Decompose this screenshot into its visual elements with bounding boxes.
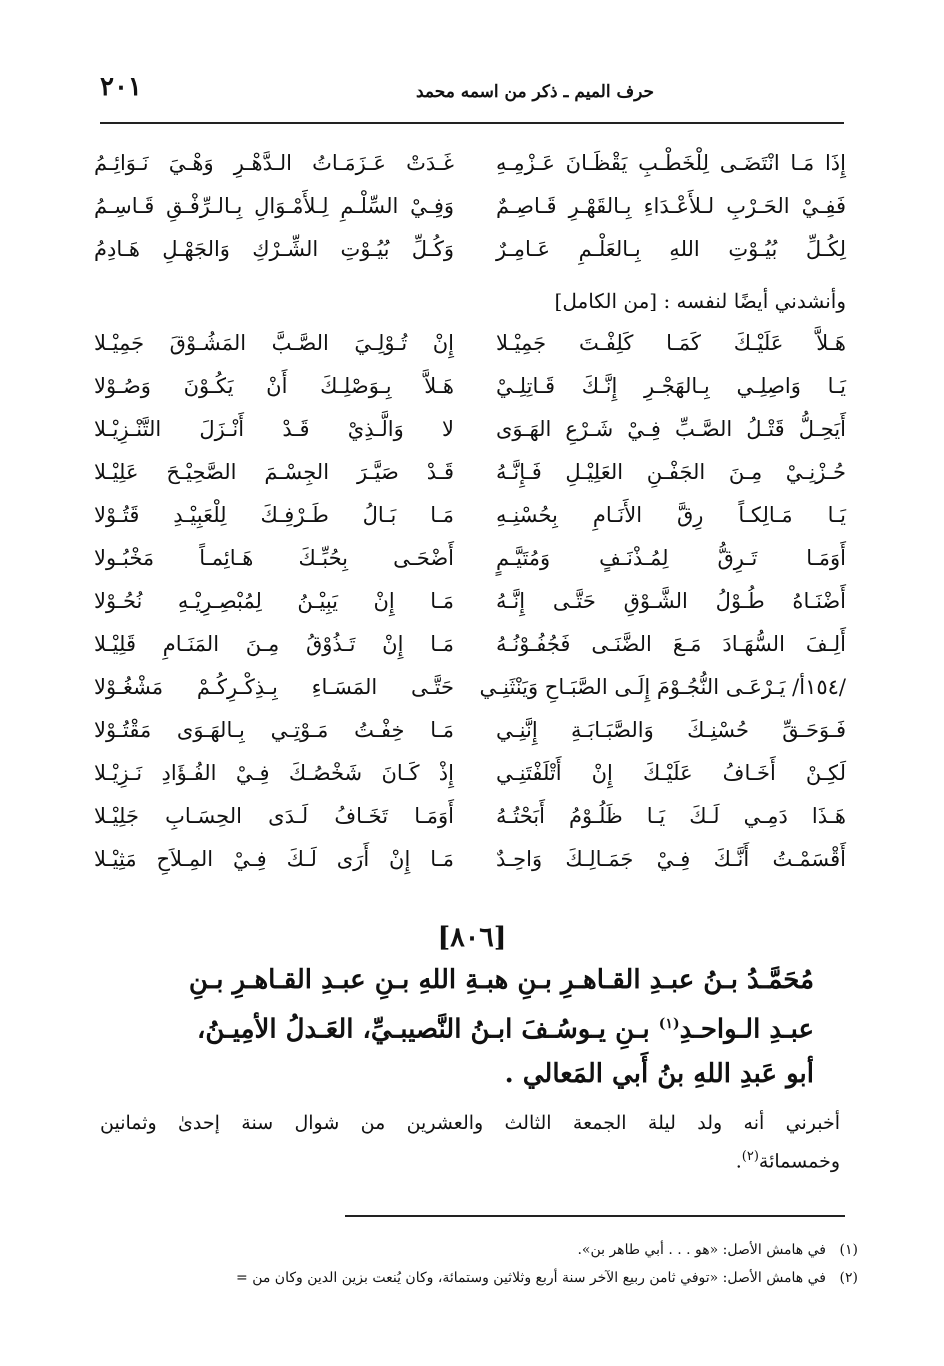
verse-line: هَـذَا دَمِـي لَـكَ يَـا ظَلُـوْمُ أَبَحْتُـهُ [496, 804, 846, 828]
bio-line: أخبرني أنه ولد ليلة الجمعة الثالث والعشرين من شوال سنة إحدىٰ وثمانين [100, 1112, 840, 1134]
verse-line: هَـلاَّ بِـوَصْلِـكَ أَنْ يَكُـوْنَ وَصُـوْلا [94, 374, 454, 398]
verse-line: أَضْنَـاهُ طُـوْلُ الشَّـوْقِ حَتَّـى إِنَّـهُ [496, 589, 846, 613]
verse-line: مَـا خِفْـتُ مَـوْتِـي بِـالهَـوَى مَقْتُـوْلا [94, 718, 454, 742]
verse-line: حَتَّـى المَسَـاءِ بِـذِكْـرِكُـمْ مَشْغُـوْلا [94, 675, 454, 699]
verse-line: قَـدْ صَيَّـرَ الجِسْـمَ الصَّحِيْـحَ عَلِيْـلا [94, 460, 454, 484]
verse-line: وَكُـلِّ بُيُـوْتِ الشِّـرْكِ وَالجَهْـلِ هَـادِمُ [94, 237, 454, 261]
footnote-ref: (١) [658, 1016, 680, 1032]
verse-line: لِكُـلِّ بُيُـوْتِ اللهِ بِـالعَلْـمِ عَـامِـرٌ [496, 237, 846, 261]
footnote [98, 1236, 858, 1264]
page-header [100, 72, 844, 112]
verse-line: أَوَمَـا تَـرِقُّ لِمُـذْنَـفٍ وَمُتَيَّـمٍ [496, 546, 846, 570]
footnote [98, 1264, 858, 1292]
verse-line: إِذْ كَـانَ شَخْصُـكَ فِـيْ الفُـؤَادِ نَـزِيْـلا [94, 761, 454, 785]
footnotes [98, 1236, 858, 1292]
entry-title-line: أبو عَبدِ اللهِ بنُ أَبي المَعالي . [504, 1058, 814, 1089]
verse-line: يَـا وَاصِلِـي بِـالهَجْـرِ إِنَّـكَ قَـاتِلِـيْ [496, 374, 846, 398]
entry-number: [٨٠٦] [437, 922, 507, 953]
verse-line: فَـوَحَـقِّ حُسْنِـكَ وَالصَّبَـابَـةِ إِنَّنِـي [496, 718, 846, 742]
verse-line: أَضْحَـى بِحُبِّـكَ هَـائِمـاً مَخْبُـولا [94, 546, 454, 570]
entry-title [154, 958, 814, 1096]
verse-line: إِذَا مَـا انْتَضَـى لِلْخَطْـبِ يَقْظَـانَ عَـزْمِـهِ [496, 151, 846, 175]
poem1-left-hemistichs [94, 142, 454, 271]
footnote-text: في هامش الأصل: «توفي ثامن ربيع الآخر سنة أربع وثلاثين وستمائة، وكان يُنعت بزين الدين وكان من = [236, 1270, 826, 1286]
poem2-right-hemistichs [479, 322, 846, 881]
verse-line: غَـدَتْ عَـزَمَـاتُ الـدَّهْـرِ وَهْـيَ نَـوَائِـمُ [94, 151, 454, 175]
bio-line: وخمسمائة$^{(٢)}$. [735, 1149, 840, 1173]
running-title: حرف الميم ـ ذكر من اسمه محمد [415, 82, 654, 102]
poem2-left-hemistichs [94, 322, 454, 881]
verse-line: لَكِـنْ أَخَـافُ عَلَيْـكَ إِنْ أَتْلَفْتَنِـي [496, 761, 846, 785]
verse-line: أَلِـفَ السُّهَـادَ مَـعَ الضَّنَـى فَجُفُـوْنُـهُ [496, 632, 846, 656]
poem1-right-hemistichs [496, 142, 846, 271]
verse-line: مَـا بَـالُ طَـرْفِـكَ لِلْعَبِيْـدِ قَتُـوْلا [94, 503, 454, 527]
verse-line: حُـزْنِـيْ مِـنَ الجَفْـنِ العَلِيْـلِ فَـإِنَّـهُ [496, 460, 846, 484]
verse-line: يَـا مَـالِكـاً رِقَّ الأَنَـامِ بِحُسْنِـهِ [496, 503, 846, 527]
entry-title-line: مُحَمَّـدُ بـنُ عبـدِ القـاهـرِ بـنِ هبـةِ اللهِ بـنِ عبـدِ القـاهـرِ بـنِ [188, 965, 814, 995]
verse-line: أَقْسَمْـتُ أَنَّـكَ فِـيْ جَمَـالِـكَ وَاحِـدٌ [496, 847, 846, 871]
verse-line: أَيَحِـلُّ قَتْـلُ الصَّـبِّ فِـيْ شَـرْعِ الهَـوَى [496, 417, 846, 441]
footnote-mark: (١) [839, 1242, 858, 1258]
footnote-text: في هامش الأصل: «هو . . . أبي طاهر بن». [577, 1242, 826, 1258]
footnote-rule [345, 1215, 845, 1217]
header-rule [100, 122, 844, 124]
verse-line: وَفِـيْ السِّلْـمِ لِـلأَمْـوَالِ بِـالـرِّفْـقِ قَـاسِـمُ [94, 194, 454, 218]
page-number: ٢٠١ [100, 72, 142, 102]
verse-line: فَفِـيْ الحَـرْبِ لـلأَعْـدَاءِ بِـالقَهْـرِ قَـاصِـمٌ [496, 194, 846, 218]
entry-title-line: عبـدِ الـواحـدِ$^{(١)}$ بـنِ يـوسُـفَ ابـنُ النَّصيبـيِّ، العَـدلُ الأمِيـنُ، [196, 1014, 814, 1045]
verse-line: مَـا إِنْ تَـذُوْقُ مِـنَ المَنَـامِ قَلِيْـلا [94, 632, 454, 656]
footnote-mark: (٢) [839, 1270, 858, 1286]
verse-line: لا وَالَّـذِيْ قَـدْ أَنْـزَلَ التَّنْـزِيْـلا [94, 417, 454, 441]
verse-line: أَوَمَـا تَخَـافُ لَـدَى الحِسَـابِ جَلِيْـلا [94, 804, 454, 828]
poem2-intro: وأنشدني أيضًا لنفسه : [من الكامل] [554, 289, 846, 313]
verse-line: /١٥٤أ/ يَـرْعَـى النُّجُـوْمَ إِلَـى الصَّبَـاحِ وَيَنْثَنِـي [479, 675, 846, 699]
verse-line: إِنْ تُـوْلِـيَ الصَّـبَّ المَشُـوْقَ جَمِيْـلا [94, 331, 454, 355]
verse-line: مَـا إِنْ أَرَى لَـكَ فِـيْ المِـلاَحِ مَثِيْـلا [94, 847, 454, 871]
footnote-ref: (٢) [741, 1149, 759, 1164]
biography-paragraph [100, 1106, 840, 1178]
verse-line: هَـلاَّ عَلَيْـكَ كَمَـا كَلِفْـتَ جَمِيْـلا [496, 331, 846, 355]
verse-line: مَـا إِنْ يَبِيْـنُ لِمُبْصِـرِيْـهِ نُحُـوْلا [94, 589, 454, 613]
